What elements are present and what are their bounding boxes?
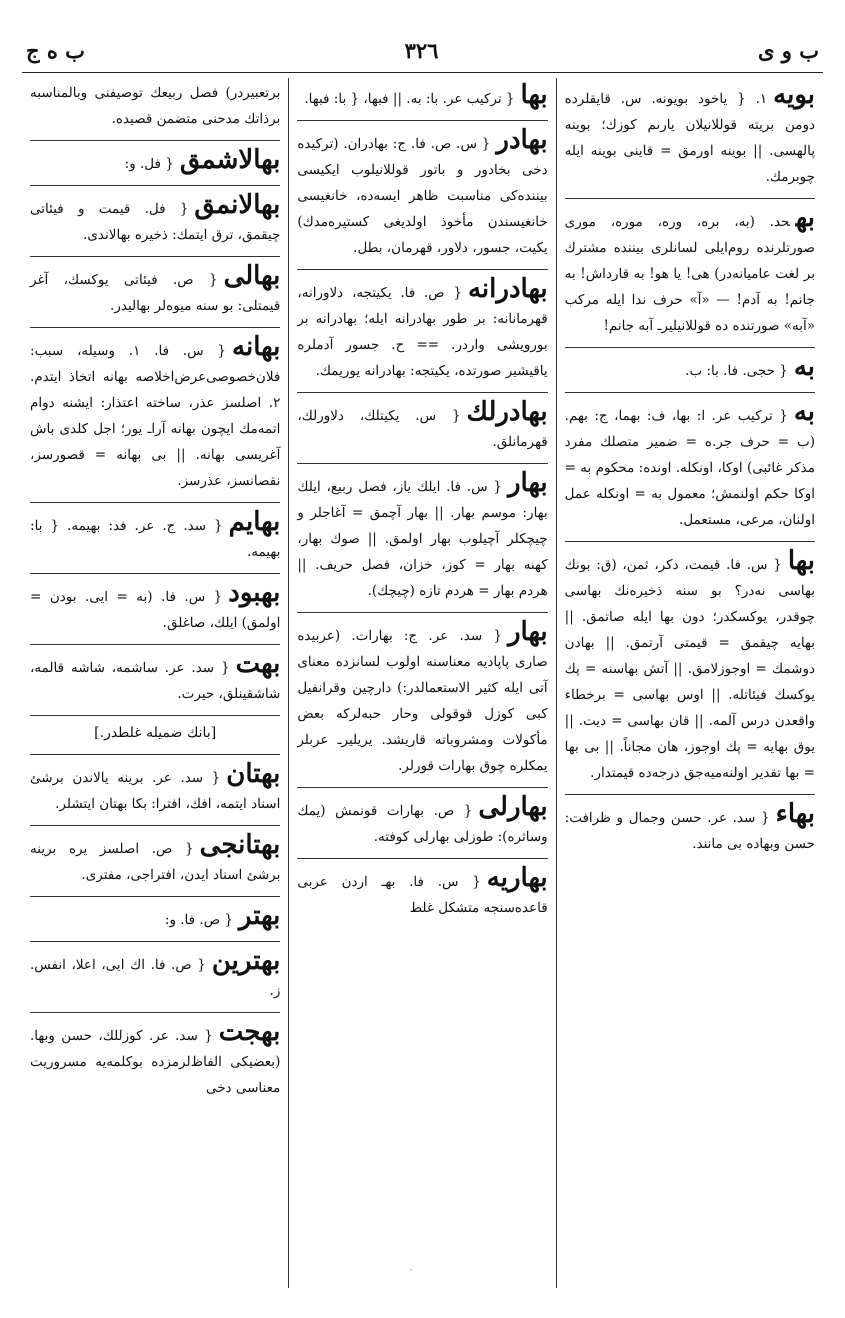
columns-container (22, 78, 823, 1288)
dictionary-entry (30, 644, 280, 707)
dictionary-entry (297, 120, 547, 261)
entry-headword: به (793, 397, 815, 427)
entry-headword: بهت (235, 649, 281, 679)
entry-headword: بهانه (232, 332, 281, 362)
entry-definition: { س. ص. فا. ج: بهادران. (تركيده دخى بخادور و باتور قوللانيلوب ايكيسى بيننده‌كى مناسبت ظاهر ايسه‌ده، خانغيسى خانغيسندن مأخوذ اولديغى كستيره‌مدك) يكيت، جسور، دلاور، قهرمان، بطل. (297, 136, 548, 256)
entry-definition: { سد. عر. كوزللك، حسن وبها. (بعضيكى الفاظ‌لرمزده بوكلمه‌يه مسروريت معناسى دخى (30, 1028, 281, 1096)
entry-headword: بهايم (228, 507, 281, 537)
dictionary-entry (30, 1012, 280, 1101)
entry-definition: { سد. عر. ساشمه، شاشه قالمه، شاشقينلق، حيرت. (30, 660, 281, 702)
dictionary-entry (30, 573, 280, 636)
entry-definition: { س. يكيتلك، دلاورلك، قهرمانلق. (297, 408, 548, 450)
entry-headword: بها (787, 546, 815, 576)
entry-definition: ۱. { ياخود بويونه. س. قايقلرده دومن بريته قوللانيلان يارىم كوزك؛ بوينه پالهسى. || بوينه اورمق = قاينى بوينه ايله چوبرمك. (564, 91, 815, 185)
entry-definition: { ص. بهارات قونمش (يمك وساثره): طوزلى بهارلى كوفته. (297, 803, 548, 845)
entry-definition: { سد. ج. عر. فد: بهيمه. { با: بهيمه. (30, 518, 281, 560)
entry-note: [بانك ضميله غلطدر.] (94, 725, 217, 741)
entry-definition: { حجى. فا. با: ب. (685, 363, 788, 379)
column-right (557, 78, 823, 1288)
entry-definition: { ص. فا. و: (164, 912, 233, 928)
entry-definition: { سد. عر. حسن وجمال و ظرافت: حسن وبهاده بى مانند. (564, 810, 815, 852)
footer-mark: . (410, 1263, 413, 1272)
entry-headword: بهاء (775, 799, 815, 829)
column-left (22, 78, 289, 1288)
dictionary-entry (297, 787, 547, 850)
entry-definition: { فل. و: (124, 156, 174, 172)
page-header (26, 34, 819, 66)
dictionary-entry (297, 612, 547, 779)
entry-headword: بهادر (496, 125, 548, 155)
dictionary-entry (30, 140, 280, 177)
entry-headword: بهار (507, 468, 548, 498)
entry-headword: بهبود (228, 578, 281, 608)
entry-headword: بهجت (218, 1017, 281, 1047)
dictionary-entry (565, 198, 815, 339)
dictionary-entry (565, 541, 815, 786)
dictionary-entry (297, 392, 547, 455)
entry-definition: { سد. عر. ج: بهارات. (عربيده صارى پاپاديه معناسنه اولوب لسانزده معناى آتى ايله كثير الاستعمالدر:) دارچين وقرانفيل كبى كوزل قوقولى وحار حبه‌لركه بعض مأكولات ومشروباته قاريشد. يريليرـ عربلر يمكلره چوق بهارات قورلر. (297, 628, 548, 774)
entry-definition: { س. فا. بهـ اردن عربى قاعده‌سنجه متشكل غلط (297, 874, 548, 916)
entry-definition: { س. فا. ۱. وسيله، سبب: فلان‌خصوصى‌عرض‌اخلاصه بهانه اتخاذ ايتدم. ۲. اصلسز عذر، ساخته اعتذار: ايشنه دوام اتمه‌مك ايچون بهانه آراـ يور؛ اجل كلدى باش آغريسى بهانه. || بى بهانه = قصورسز، نقصانسز، عذرسز. (30, 343, 281, 489)
entry-definition: { س. فا. قيمت، دكر، ثمن، (ق: بونك بهاسى نه‌در؟ بو سنه ذخيره‌نك بهاسى چوقدر، يوكسكدر؛ دون بها ايله صاتمق. || بهايه چيقمق = قيمتى آرتمق. || بهادن دوشمك = اوجوزلامق. || آتش بهاسنه = پك يوكسك فيئاتله. || اوس بهاسى = برخطاء واقعدن درس آلمه. || قان بهاسى = ديت. || يوق بهايه = پك اوجوز، هان مجاناً. || بى بها = بها تقدير اولنه‌ميه‌جق درجه‌ده قيمتدار. (564, 557, 815, 781)
entry-definition: { س. فا. ايلك ياز، فصل ربيع، ايلك بهار: موسم بهار. || بهار آچمق = آغاجلر و چيچكلر آچيلوب بهار اولمق. || صوك بهار، كهنه بهار = كوز، خزان، فصل حريف. || هردم بهار = هردم تازه (چيچك). (297, 479, 548, 599)
dictionary-entry (297, 463, 547, 604)
dictionary-entry (297, 858, 547, 921)
dictionary-entry (565, 347, 815, 384)
entry-definition: برتعبيردر) فصل ربيعك توصيفنى وبالمناسبه برذاتك مدحنى متضمن قصيده. (30, 85, 281, 127)
entry-definition: { ص. اصلسز يره برينه برشئ اسناد ايدن، افتراجى، مفترى. (30, 841, 281, 883)
entry-headword: بهترين (211, 946, 281, 976)
dictionary-entry (30, 327, 280, 494)
dictionary-entry (297, 80, 547, 112)
entry-headword: بويه (773, 80, 815, 110)
entry-definition: { ص. فيئاتى يوكسك، آغر قيمتلى: بو سنه ميوه‌لر بهاليدر. (30, 272, 281, 314)
entry-headword: به (795, 203, 815, 233)
dictionary-entry (30, 941, 280, 1004)
entry-definition: { تركيب عر. با: به. || فبها، { با: فبها. (304, 91, 515, 107)
entry-headword: بهالاشمق (179, 145, 281, 175)
entry-headword: بهارلى (478, 792, 548, 822)
dictionary-entry (30, 715, 280, 746)
entry-headword: به (793, 352, 815, 382)
dictionary-entry (30, 80, 280, 132)
entry-headword: بهادرانه (467, 274, 548, 304)
entry-headword: بها (520, 80, 548, 110)
dictionary-entry (30, 896, 280, 933)
dictionary-entry (30, 502, 280, 565)
entry-definition: { ص. فا. يكيتجه، دلاورانه، قهرمانانه: بر طور بهادرانه ايله؛ بهادرانه بر بورويشى واردر. == ح. جسور آدملره ياقيشير صورتده، يكيتجه: بهادرانه يوريمك. (297, 285, 548, 379)
header-left-letters: ب ه ج (26, 37, 85, 63)
page-number: ۳۲٦ (404, 37, 439, 63)
entry-definition: { سد. عر. برينه يالاندن برشئ اسناد ايتمه، افك، افترا: بكا بهتان ايتشلر. (30, 770, 281, 812)
dictionary-entry (30, 185, 280, 248)
entry-headword: بهالى (223, 261, 281, 291)
entry-definition: حد. (به، بره، وره، موره، موری صورتلرنده روم‌ايلی لسانلرى بيننده مشترك بر لغت عاميانه‌در) هی! يا هو! به قارداش! به جانم! به آدم! — «آ» حرف ندا ايله مركب «آبه» صورتنده ده قوللانيليرـ آبه جانم! (564, 214, 815, 334)
column-middle (289, 78, 556, 1288)
entry-headword: بهتانجى (199, 830, 281, 860)
entry-headword: بهتر (238, 901, 281, 931)
dictionary-entry (30, 754, 280, 817)
entry-headword: بهتان (226, 759, 281, 789)
entry-definition: { فل. قيمت و فيئاتى چيقمق، ترق ايتمك: ذخيره بهالاندى. (30, 201, 281, 243)
entry-definition: { س. فا. (به = ايى. بودن = اولمق) ايلك، صاغلق. (30, 589, 281, 631)
dictionary-entry (30, 256, 280, 319)
dictionary-entry (565, 80, 815, 190)
dictionary-entry (30, 825, 280, 888)
entry-definition: { ص. فا. اك ايى، اعلا، انفس. ز. (30, 957, 281, 999)
dictionary-entry (297, 269, 547, 384)
entry-headword: بهادرلك (466, 397, 548, 427)
dictionary-entry (565, 794, 815, 857)
header-right-letters: ب و ى (758, 37, 819, 63)
entry-headword: بهالانمق (194, 190, 281, 220)
entry-headword: بهار (507, 617, 548, 647)
entry-headword: بهاريه (486, 863, 548, 893)
dictionary-entry (565, 392, 815, 533)
header-rule (22, 72, 823, 73)
entry-definition: { تركيب عر. ا: بها، ف: بهما، ج: بهم. (ب = حرف جر.ه = ضمير متصلك مفرد مذكر غائبى) اوكا، اونكله. اونده: محكوم به = اوكا حكم اولنمش؛ معمول به = اونكله عمل اولنان، مرعى، مستعمل. (564, 408, 815, 528)
